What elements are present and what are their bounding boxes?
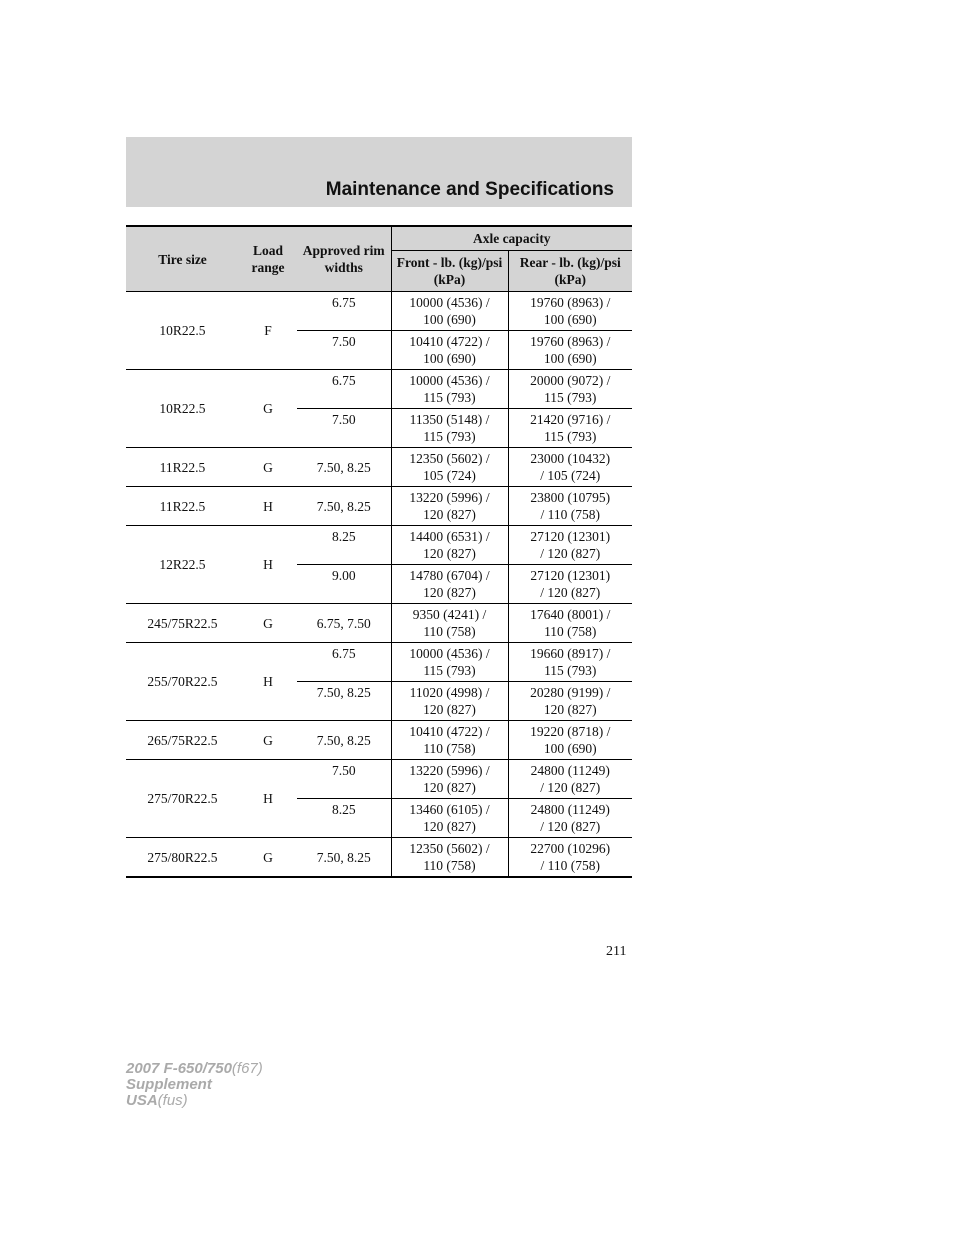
page-number: 211 bbox=[606, 944, 627, 959]
front-capacity-line: 11020 (4998) / bbox=[409, 685, 490, 700]
front-capacity-line: 10000 (4536) / bbox=[409, 373, 490, 388]
front-capacity-cell bbox=[391, 409, 508, 448]
rear-capacity-line: 27120 (12301) bbox=[530, 568, 611, 583]
rear-capacity-line: 100 (690) bbox=[543, 741, 597, 756]
rim-width-cell bbox=[297, 565, 391, 604]
rear-capacity-line: 19660 (8917) / bbox=[530, 646, 611, 661]
rear-capacity-cell bbox=[508, 331, 632, 370]
rear-capacity-cell bbox=[508, 448, 632, 487]
rim-width-cell bbox=[297, 643, 391, 682]
front-capacity-line: 120 (827) bbox=[423, 702, 476, 717]
load-range-cell: F bbox=[239, 292, 297, 370]
section-header-band bbox=[126, 137, 632, 207]
rim-width-cell bbox=[297, 370, 391, 409]
front-capacity-line: 105 (724) bbox=[423, 468, 476, 483]
rear-capacity-cell bbox=[508, 721, 632, 760]
rim-width-cell bbox=[297, 487, 391, 526]
tire-size-cell: 265/75R22.5 bbox=[126, 721, 239, 760]
section-title: Maintenance and Specifications bbox=[325, 179, 614, 200]
rear-capacity-cell bbox=[508, 487, 632, 526]
front-capacity-line: 14400 (6531) / bbox=[409, 529, 490, 544]
tire-size-cell: 255/70R22.5 bbox=[126, 643, 239, 721]
rear-capacity-cell bbox=[508, 760, 632, 799]
rear-capacity-line: 22700 (10296) bbox=[530, 841, 611, 856]
front-capacity-line: 115 (793) bbox=[423, 429, 476, 444]
header-tire-size: Tire size bbox=[126, 226, 239, 292]
front-capacity-line: 12350 (5602) / bbox=[409, 841, 490, 856]
front-capacity-cell bbox=[391, 604, 508, 643]
front-capacity-cell bbox=[391, 292, 508, 331]
front-capacity-line: 120 (827) bbox=[423, 585, 476, 600]
rear-capacity-cell bbox=[508, 370, 632, 409]
table-row bbox=[126, 487, 632, 526]
rear-capacity-line: 19220 (8718) / bbox=[530, 724, 611, 739]
tire-size-cell: 10R22.5 bbox=[126, 292, 239, 370]
rim-width-cell bbox=[297, 448, 391, 487]
rim-width-cell bbox=[297, 604, 391, 643]
rear-capacity-cell bbox=[508, 292, 632, 331]
front-capacity-cell bbox=[391, 526, 508, 565]
load-range-cell: G bbox=[239, 370, 297, 448]
rear-capacity-line: / 110 (758) bbox=[540, 858, 600, 873]
front-capacity-cell bbox=[391, 448, 508, 487]
front-capacity-line: 10410 (4722) / bbox=[409, 724, 490, 739]
front-capacity-line: 120 (827) bbox=[423, 819, 476, 834]
front-capacity-cell bbox=[391, 370, 508, 409]
tire-size-cell: 12R22.5 bbox=[126, 526, 239, 604]
table-row bbox=[126, 604, 632, 643]
table-row bbox=[126, 370, 632, 409]
rear-capacity-line: 19760 (8963) / bbox=[530, 295, 611, 310]
footer-region: USA bbox=[126, 1092, 158, 1109]
rear-capacity-line: 23800 (10795) bbox=[530, 490, 611, 505]
front-capacity-line: 11350 (5148) / bbox=[409, 412, 490, 427]
rim-width-value: 8.25 bbox=[331, 529, 356, 544]
rim-width-value: 6.75 bbox=[331, 646, 356, 661]
rim-width-value: 7.50 bbox=[331, 334, 356, 349]
rear-capacity-cell bbox=[508, 409, 632, 448]
table-row bbox=[126, 292, 632, 331]
rear-capacity-cell bbox=[508, 526, 632, 565]
rear-capacity-line: 24800 (11249) bbox=[530, 802, 610, 817]
rear-capacity-cell bbox=[508, 643, 632, 682]
rear-capacity-line: 19760 (8963) / bbox=[530, 334, 611, 349]
rear-capacity-line: / 120 (827) bbox=[540, 819, 601, 834]
rim-width-cell bbox=[297, 292, 391, 331]
front-capacity-cell bbox=[391, 721, 508, 760]
front-capacity-cell bbox=[391, 760, 508, 799]
rim-width-cell bbox=[297, 409, 391, 448]
tire-size-cell: 11R22.5 bbox=[126, 448, 239, 487]
front-capacity-line: 10000 (4536) / bbox=[409, 646, 490, 661]
footer-model-code: (f67) bbox=[231, 1060, 263, 1077]
rim-width-value: 6.75 bbox=[331, 295, 356, 310]
front-capacity-line: 13220 (5996) / bbox=[409, 490, 490, 505]
front-capacity-cell bbox=[391, 682, 508, 721]
rim-width-cell bbox=[297, 760, 391, 799]
rim-width-value: 7.50, 8.25 bbox=[316, 685, 371, 700]
rear-capacity-line: 115 (793) bbox=[544, 429, 597, 444]
tire-size-cell: 245/75R22.5 bbox=[126, 604, 239, 643]
rear-capacity-line: 21420 (9716) / bbox=[530, 412, 611, 427]
header-axle-capacity: Axle capacity bbox=[391, 226, 632, 251]
rear-capacity-line: / 120 (827) bbox=[540, 546, 601, 561]
table-row bbox=[126, 526, 632, 565]
load-range-cell: G bbox=[239, 604, 297, 643]
rim-width-cell bbox=[297, 682, 391, 721]
table-row bbox=[126, 643, 632, 682]
load-range-cell: H bbox=[239, 526, 297, 604]
rear-capacity-line: 120 (827) bbox=[543, 702, 597, 717]
rim-width-cell bbox=[297, 331, 391, 370]
load-range-cell: G bbox=[239, 721, 297, 760]
table-row bbox=[126, 448, 632, 487]
header-rim-widths: Approved rim widths bbox=[297, 226, 391, 292]
rim-width-cell bbox=[297, 838, 391, 878]
rear-capacity-cell bbox=[508, 682, 632, 721]
table-row bbox=[126, 721, 632, 760]
rim-width-value: 7.50, 8.25 bbox=[316, 459, 371, 475]
header-rear: Rear - lb. (kg)/psi (kPa) bbox=[508, 251, 632, 292]
rear-capacity-cell bbox=[508, 565, 632, 604]
rear-capacity-line: 100 (690) bbox=[543, 351, 597, 366]
table-row bbox=[126, 760, 632, 799]
rear-capacity-line: 20280 (9199) / bbox=[530, 685, 611, 700]
table-body bbox=[126, 292, 632, 878]
front-capacity-line: 110 (758) bbox=[423, 858, 476, 873]
front-capacity-line: 120 (827) bbox=[423, 507, 476, 522]
front-capacity-cell bbox=[391, 331, 508, 370]
rim-width-cell bbox=[297, 721, 391, 760]
rim-width-value: 7.50, 8.25 bbox=[316, 849, 371, 865]
rim-width-value: 7.50 bbox=[331, 763, 356, 778]
front-capacity-line: 13220 (5996) / bbox=[409, 763, 490, 778]
rear-capacity-line: 20000 (9072) / bbox=[530, 373, 611, 388]
front-capacity-cell bbox=[391, 643, 508, 682]
rear-capacity-line: / 120 (827) bbox=[540, 585, 601, 600]
load-range-cell: H bbox=[239, 760, 297, 838]
rim-width-value: 6.75, 7.50 bbox=[316, 615, 371, 631]
rim-width-value: 6.75 bbox=[331, 373, 356, 388]
rim-width-value: 7.50, 8.25 bbox=[316, 498, 371, 514]
front-capacity-line: 10410 (4722) / bbox=[409, 334, 490, 349]
footer-imprint bbox=[126, 1061, 263, 1109]
front-capacity-line: 12350 (5602) / bbox=[409, 451, 490, 466]
rear-capacity-cell bbox=[508, 604, 632, 643]
header-front: Front - lb. (kg)/psi (kPa) bbox=[391, 251, 508, 292]
tire-size-cell: 275/70R22.5 bbox=[126, 760, 239, 838]
rim-width-value: 7.50, 8.25 bbox=[316, 732, 371, 748]
front-capacity-line: 115 (793) bbox=[423, 390, 476, 405]
tire-size-cell: 10R22.5 bbox=[126, 370, 239, 448]
rear-capacity-line: / 110 (758) bbox=[540, 507, 600, 522]
front-capacity-line: 9350 (4241) / bbox=[412, 607, 487, 622]
header-load-range: Load range bbox=[239, 226, 297, 292]
front-capacity-line: 100 (690) bbox=[423, 351, 476, 366]
front-capacity-line: 120 (827) bbox=[423, 780, 476, 795]
load-range-cell: G bbox=[239, 448, 297, 487]
table-row bbox=[126, 838, 632, 878]
rim-width-value: 7.50 bbox=[331, 412, 356, 427]
front-capacity-line: 120 (827) bbox=[423, 546, 476, 561]
rear-capacity-line: 115 (793) bbox=[544, 663, 597, 678]
rear-capacity-cell bbox=[508, 799, 632, 838]
front-capacity-cell bbox=[391, 799, 508, 838]
front-capacity-line: 14780 (6704) / bbox=[409, 568, 490, 583]
rear-capacity-line: / 105 (724) bbox=[540, 468, 601, 483]
footer-doc: Supplement bbox=[126, 1076, 212, 1093]
front-capacity-cell bbox=[391, 838, 508, 878]
tire-size-cell: 275/80R22.5 bbox=[126, 838, 239, 878]
front-capacity-line: 115 (793) bbox=[423, 663, 476, 678]
footer-region-code: (fus) bbox=[157, 1092, 188, 1109]
load-range-cell: H bbox=[239, 487, 297, 526]
tire-spec-table bbox=[126, 225, 632, 878]
rear-capacity-line: 17640 (8001) / bbox=[530, 607, 611, 622]
rim-width-value: 8.25 bbox=[331, 802, 356, 817]
rear-capacity-line: 100 (690) bbox=[543, 312, 597, 327]
footer-model: 2007 F-650/750 bbox=[126, 1060, 232, 1077]
rear-capacity-line: 110 (758) bbox=[544, 624, 597, 639]
rim-width-cell bbox=[297, 799, 391, 838]
tire-size-cell: 11R22.5 bbox=[126, 487, 239, 526]
rim-width-value: 9.00 bbox=[331, 568, 356, 583]
load-range-cell: H bbox=[239, 643, 297, 721]
front-capacity-cell bbox=[391, 487, 508, 526]
front-capacity-line: 110 (758) bbox=[423, 741, 476, 756]
front-capacity-line: 110 (758) bbox=[423, 624, 476, 639]
rear-capacity-line: 115 (793) bbox=[544, 390, 597, 405]
load-range-cell: G bbox=[239, 838, 297, 878]
rear-capacity-line: 24800 (11249) bbox=[530, 763, 610, 778]
rear-capacity-line: 23000 (10432) bbox=[530, 451, 611, 466]
front-capacity-line: 100 (690) bbox=[423, 312, 476, 327]
front-capacity-line: 10000 (4536) / bbox=[409, 295, 490, 310]
rear-capacity-line: / 120 (827) bbox=[540, 780, 601, 795]
rear-capacity-cell bbox=[508, 838, 632, 878]
front-capacity-cell bbox=[391, 565, 508, 604]
rear-capacity-line: 27120 (12301) bbox=[530, 529, 611, 544]
rim-width-cell bbox=[297, 526, 391, 565]
front-capacity-line: 13460 (6105) / bbox=[409, 802, 490, 817]
